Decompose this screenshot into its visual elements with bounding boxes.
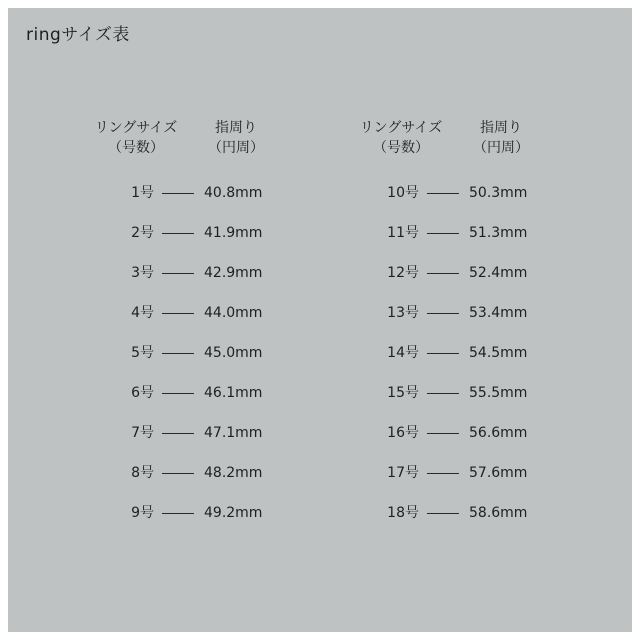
dash-divider — [162, 273, 194, 274]
size-header-line2: （号数） — [108, 140, 164, 156]
ring-size-label: 10号 — [387, 185, 419, 201]
size-row — [351, 423, 571, 463]
ring-size-label: 12号 — [387, 265, 419, 281]
circumference-value: 57.6mm — [469, 465, 528, 481]
ring-size-card — [8, 8, 632, 632]
circumference-value: 46.1mm — [204, 385, 263, 401]
size-row — [351, 343, 571, 383]
size-column-right — [351, 118, 571, 543]
circumference-value: 41.9mm — [204, 225, 263, 241]
dash-divider — [427, 193, 459, 194]
circumference-value: 50.3mm — [469, 185, 528, 201]
circumference-value: 49.2mm — [204, 505, 263, 521]
size-row — [86, 383, 306, 423]
size-row — [351, 223, 571, 263]
circumference-value: 54.5mm — [469, 345, 528, 361]
dash-divider — [162, 353, 194, 354]
column-header — [86, 118, 306, 168]
ring-size-label: 9号 — [131, 505, 154, 521]
dash-divider — [427, 393, 459, 394]
circumference-header-line1: 指周り — [480, 120, 522, 136]
size-row — [86, 343, 306, 383]
size-row — [86, 183, 306, 223]
ring-size-label: 8号 — [131, 465, 154, 481]
circumference-value: 48.2mm — [204, 465, 263, 481]
circumference-header-line2: （円周） — [208, 140, 264, 156]
dash-divider — [427, 233, 459, 234]
size-header-line1: リングサイズ — [94, 120, 178, 136]
circumference-value: 47.1mm — [204, 425, 263, 441]
circumference-header-line1: 指周り — [215, 120, 257, 136]
dash-divider — [162, 513, 194, 514]
dash-divider — [427, 353, 459, 354]
size-row — [351, 183, 571, 223]
ring-size-label: 11号 — [387, 225, 419, 241]
size-header-line2: （号数） — [373, 140, 429, 156]
circumference-value: 58.6mm — [469, 505, 528, 521]
circumference-value: 52.4mm — [469, 265, 528, 281]
ring-size-label: 2号 — [131, 225, 154, 241]
dash-divider — [427, 313, 459, 314]
dash-divider — [427, 473, 459, 474]
size-row — [86, 303, 306, 343]
circumference-value: 53.4mm — [469, 305, 528, 321]
size-row — [86, 463, 306, 503]
dash-divider — [162, 473, 194, 474]
dash-divider — [162, 433, 194, 434]
dash-divider — [162, 393, 194, 394]
size-row — [86, 223, 306, 263]
ring-size-label: 15号 — [387, 385, 419, 401]
circumference-value: 55.5mm — [469, 385, 528, 401]
column-header — [351, 118, 571, 168]
circumference-header-line2: （円周） — [473, 140, 529, 156]
ring-size-label: 1号 — [131, 185, 154, 201]
ring-size-label: 4号 — [131, 305, 154, 321]
circumference-value: 51.3mm — [469, 225, 528, 241]
dash-divider — [427, 513, 459, 514]
circumference-value: 40.8mm — [204, 185, 263, 201]
dash-divider — [427, 273, 459, 274]
circumference-value: 45.0mm — [204, 345, 263, 361]
ring-size-label: 17号 — [387, 465, 419, 481]
size-header — [351, 118, 451, 158]
circumference-value: 44.0mm — [204, 305, 263, 321]
size-row — [86, 423, 306, 463]
circumference-header — [196, 118, 276, 158]
size-rows-right — [351, 183, 571, 543]
circumference-header — [461, 118, 541, 158]
dash-divider — [427, 433, 459, 434]
dash-divider — [162, 193, 194, 194]
size-column-left — [86, 118, 306, 543]
ring-size-label: 5号 — [131, 345, 154, 361]
size-row — [351, 303, 571, 343]
ring-size-label: 18号 — [387, 505, 419, 521]
circumference-value: 56.6mm — [469, 425, 528, 441]
ring-size-label: 6号 — [131, 385, 154, 401]
dash-divider — [162, 233, 194, 234]
size-row — [86, 263, 306, 303]
size-header — [86, 118, 186, 158]
size-row — [351, 383, 571, 423]
size-row — [351, 263, 571, 303]
page-title: ringサイズ表 — [26, 25, 130, 45]
size-row — [351, 463, 571, 503]
ring-size-label: 13号 — [387, 305, 419, 321]
size-header-line1: リングサイズ — [359, 120, 443, 136]
ring-size-label: 14号 — [387, 345, 419, 361]
circumference-value: 42.9mm — [204, 265, 263, 281]
ring-size-label: 16号 — [387, 425, 419, 441]
size-row — [86, 503, 306, 543]
size-rows-left — [86, 183, 306, 543]
ring-size-label: 7号 — [131, 425, 154, 441]
dash-divider — [162, 313, 194, 314]
ring-size-label: 3号 — [131, 265, 154, 281]
size-row — [351, 503, 571, 543]
